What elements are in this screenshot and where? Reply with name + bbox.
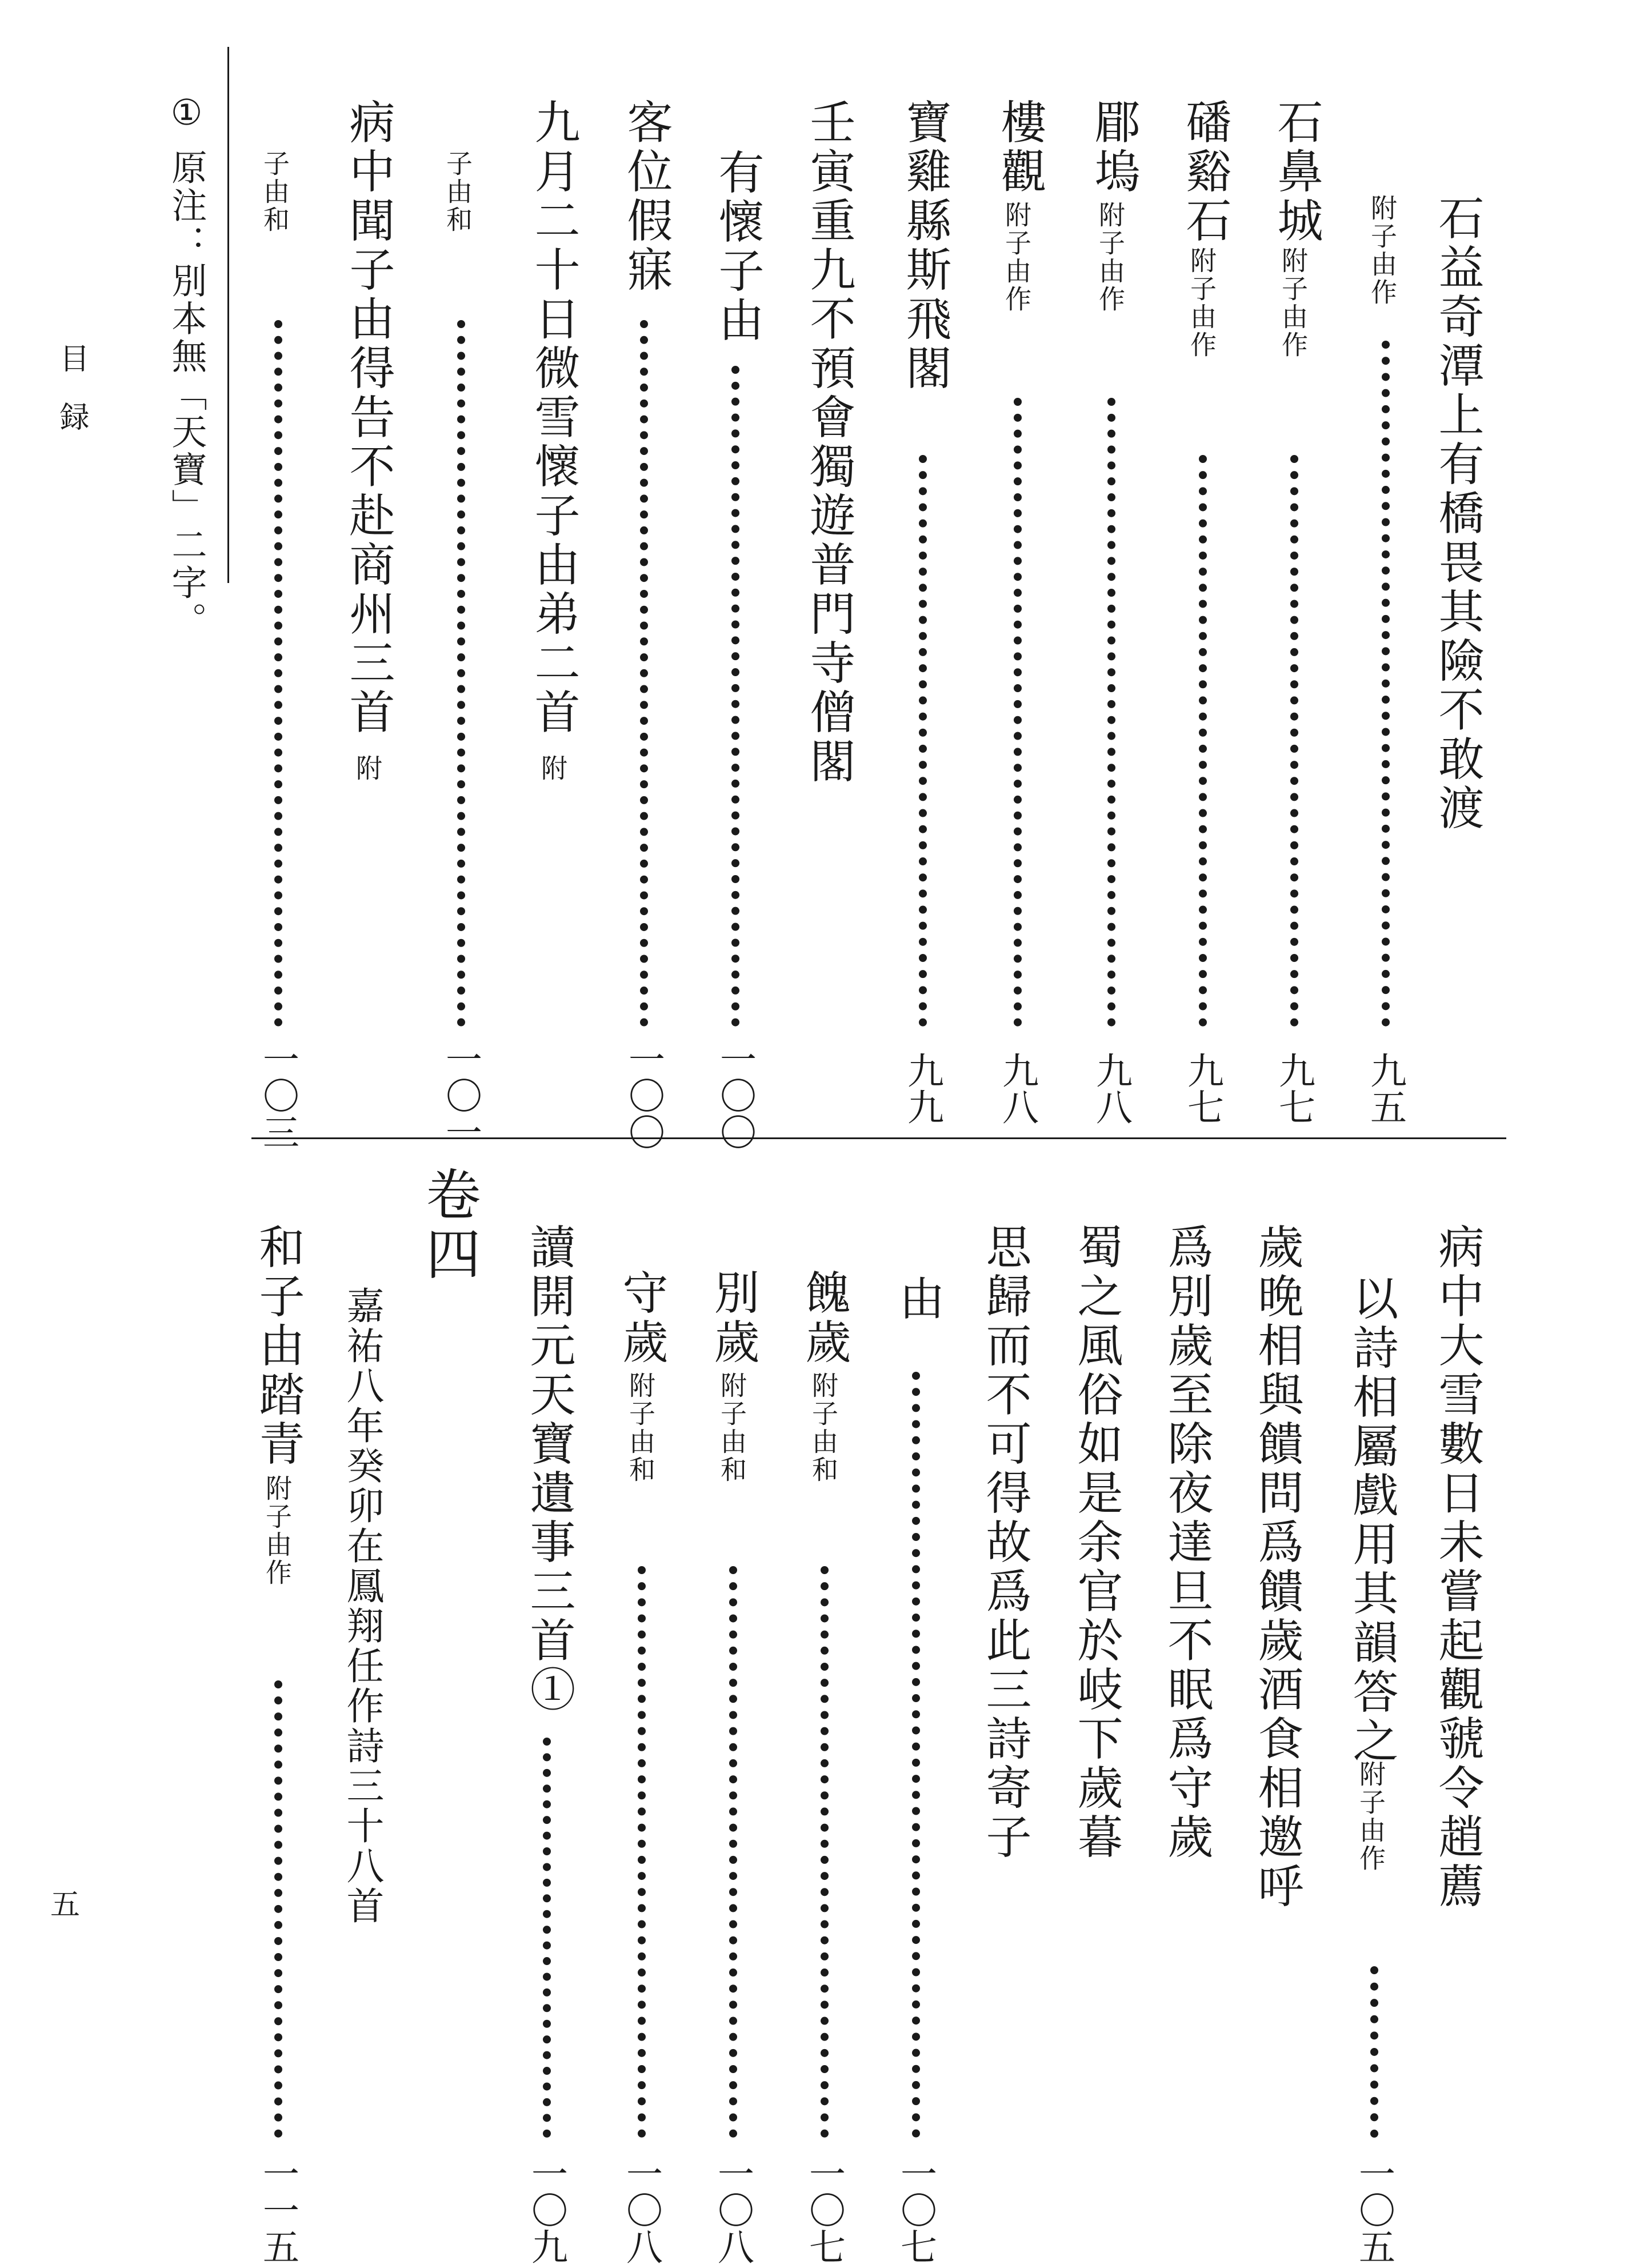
toc-entry-title: 病中大雪數日未嘗起觀虢令趙薦 bbox=[1431, 1223, 1484, 1911]
toc-page-number: 九七 bbox=[1273, 1052, 1315, 1125]
volume-subheading: 嘉祐八年癸卯在鳳翔任作詩三十八首 bbox=[340, 1286, 384, 1926]
leader-dots bbox=[638, 1566, 646, 2138]
toc-page-number: 一〇九 bbox=[525, 2155, 567, 2265]
toc-page-number: 一〇〇 bbox=[714, 1040, 756, 1150]
toc-page-number: 九九 bbox=[901, 1052, 943, 1125]
toc-page-number: 一一五 bbox=[257, 2155, 299, 2265]
leader-dots bbox=[1382, 341, 1390, 1027]
leader-dots bbox=[1014, 398, 1022, 1027]
toc-entry-note: 附子由和 bbox=[808, 1372, 839, 1484]
toc-entry-title: 由 bbox=[891, 1275, 945, 1324]
toc-entry-title: 和子由踏青 bbox=[251, 1223, 305, 1469]
leader-dots bbox=[821, 1566, 829, 2138]
toc-entry-title: 壬寅重九不預會獨遊普門寺僧閣 bbox=[802, 98, 855, 786]
toc-entry-title: 爲別歲至除夜達旦不眠爲守歲 bbox=[1160, 1223, 1213, 1862]
footnote-rule bbox=[227, 47, 229, 583]
toc-page-number: 一〇七 bbox=[803, 2155, 845, 2265]
toc-entry-title: 守歲 bbox=[615, 1269, 668, 1367]
toc-entry-title: 郿塢 bbox=[1087, 98, 1140, 197]
toc-page-number: 九八 bbox=[1090, 1052, 1132, 1125]
toc-entry-title: 石益奇潭上有橋畏其險不敢渡 bbox=[1431, 194, 1484, 833]
leader-dots bbox=[1107, 398, 1115, 1027]
footnote: ① 原注：別本無「天寶」二字。 bbox=[166, 91, 207, 640]
toc-entry-note: 附子由作 bbox=[1367, 194, 1398, 306]
leader-dots bbox=[912, 1372, 920, 2138]
toc-entry-note: 附 bbox=[537, 754, 568, 782]
leader-dots bbox=[640, 320, 648, 1027]
toc-page-number: 一〇八 bbox=[711, 2155, 754, 2265]
toc-entry-note: 附子由作 bbox=[1001, 201, 1032, 313]
toc-entry-title: 病中聞子由得告不赴商州三首 bbox=[342, 98, 395, 737]
toc-entry-title: 蜀之風俗如是余官於岐下歲暮 bbox=[1070, 1223, 1123, 1862]
toc-page-number: 一〇〇 bbox=[622, 1040, 665, 1150]
toc-page-number: 一〇一 bbox=[439, 1040, 482, 1150]
toc-entry-title: 歲晚相與饋問爲饋歲酒食相邀呼 bbox=[1250, 1223, 1303, 1911]
leader-dots bbox=[274, 320, 282, 1027]
toc-page-number: 九八 bbox=[996, 1052, 1038, 1125]
toc-entry-title: 讀開元天寶遺事三首① bbox=[522, 1223, 575, 1715]
toc-entry-title: 寶雞縣斯飛閣 bbox=[898, 98, 951, 393]
toc-entry-note: 子由和 bbox=[442, 150, 473, 234]
toc-entry-note: 附 bbox=[352, 754, 383, 782]
toc-page-number: 九七 bbox=[1181, 1052, 1223, 1125]
toc-entry-note: 附子由作 bbox=[1186, 247, 1217, 359]
toc-entry-note: 附子由作 bbox=[262, 1475, 293, 1587]
toc-entry-note: 附子由作 bbox=[1278, 247, 1309, 359]
toc-entry-title: 別歲 bbox=[706, 1269, 759, 1367]
leader-dots bbox=[457, 320, 465, 1027]
toc-entry-title: 以詩相屬戲用其韻答之 bbox=[1345, 1275, 1398, 1766]
leader-dots bbox=[543, 1738, 551, 2138]
toc-page-number: 一〇三 bbox=[257, 1040, 299, 1150]
toc-entry-title: 石鼻城 bbox=[1270, 98, 1323, 246]
toc-entry-note: 附子由和 bbox=[625, 1372, 656, 1484]
toc-entry-note: 附子由和 bbox=[717, 1372, 747, 1484]
leader-dots bbox=[919, 455, 927, 1027]
volume-heading: 卷四 bbox=[417, 1166, 481, 1285]
folio-number: 五 bbox=[50, 1888, 81, 1922]
toc-entry-title: 磻谿石 bbox=[1178, 98, 1231, 246]
toc-page-number: 一〇五 bbox=[1353, 2155, 1395, 2265]
toc-entry-title: 餽歲 bbox=[798, 1269, 851, 1367]
leader-dots bbox=[1199, 455, 1207, 1027]
toc-page-number: 一〇八 bbox=[620, 2155, 662, 2265]
toc-entry-title: 有懷子由 bbox=[711, 149, 764, 345]
toc-entry-note: 子由和 bbox=[259, 150, 290, 234]
toc-entry-note: 附子由作 bbox=[1355, 1760, 1386, 1872]
side-header: 目録 bbox=[54, 343, 89, 460]
toc-entry-title: 樓觀 bbox=[993, 98, 1046, 197]
leader-dots bbox=[274, 1680, 282, 2138]
leader-dots bbox=[729, 1566, 737, 2138]
leader-dots bbox=[1370, 1966, 1378, 2138]
toc-page-number: 九五 bbox=[1364, 1052, 1406, 1125]
toc-entry-title: 客位假寐 bbox=[619, 98, 673, 295]
leader-dots bbox=[1290, 455, 1298, 1027]
toc-entry-note: 附子由作 bbox=[1095, 201, 1126, 313]
toc-page-number: 一〇七 bbox=[894, 2155, 937, 2265]
toc-entry-title: 九月二十日微雪懷子由弟二首 bbox=[527, 98, 580, 737]
toc-entry-title: 思歸而不可得故爲此三詩寄子 bbox=[978, 1223, 1031, 1862]
leader-dots bbox=[731, 366, 739, 1027]
